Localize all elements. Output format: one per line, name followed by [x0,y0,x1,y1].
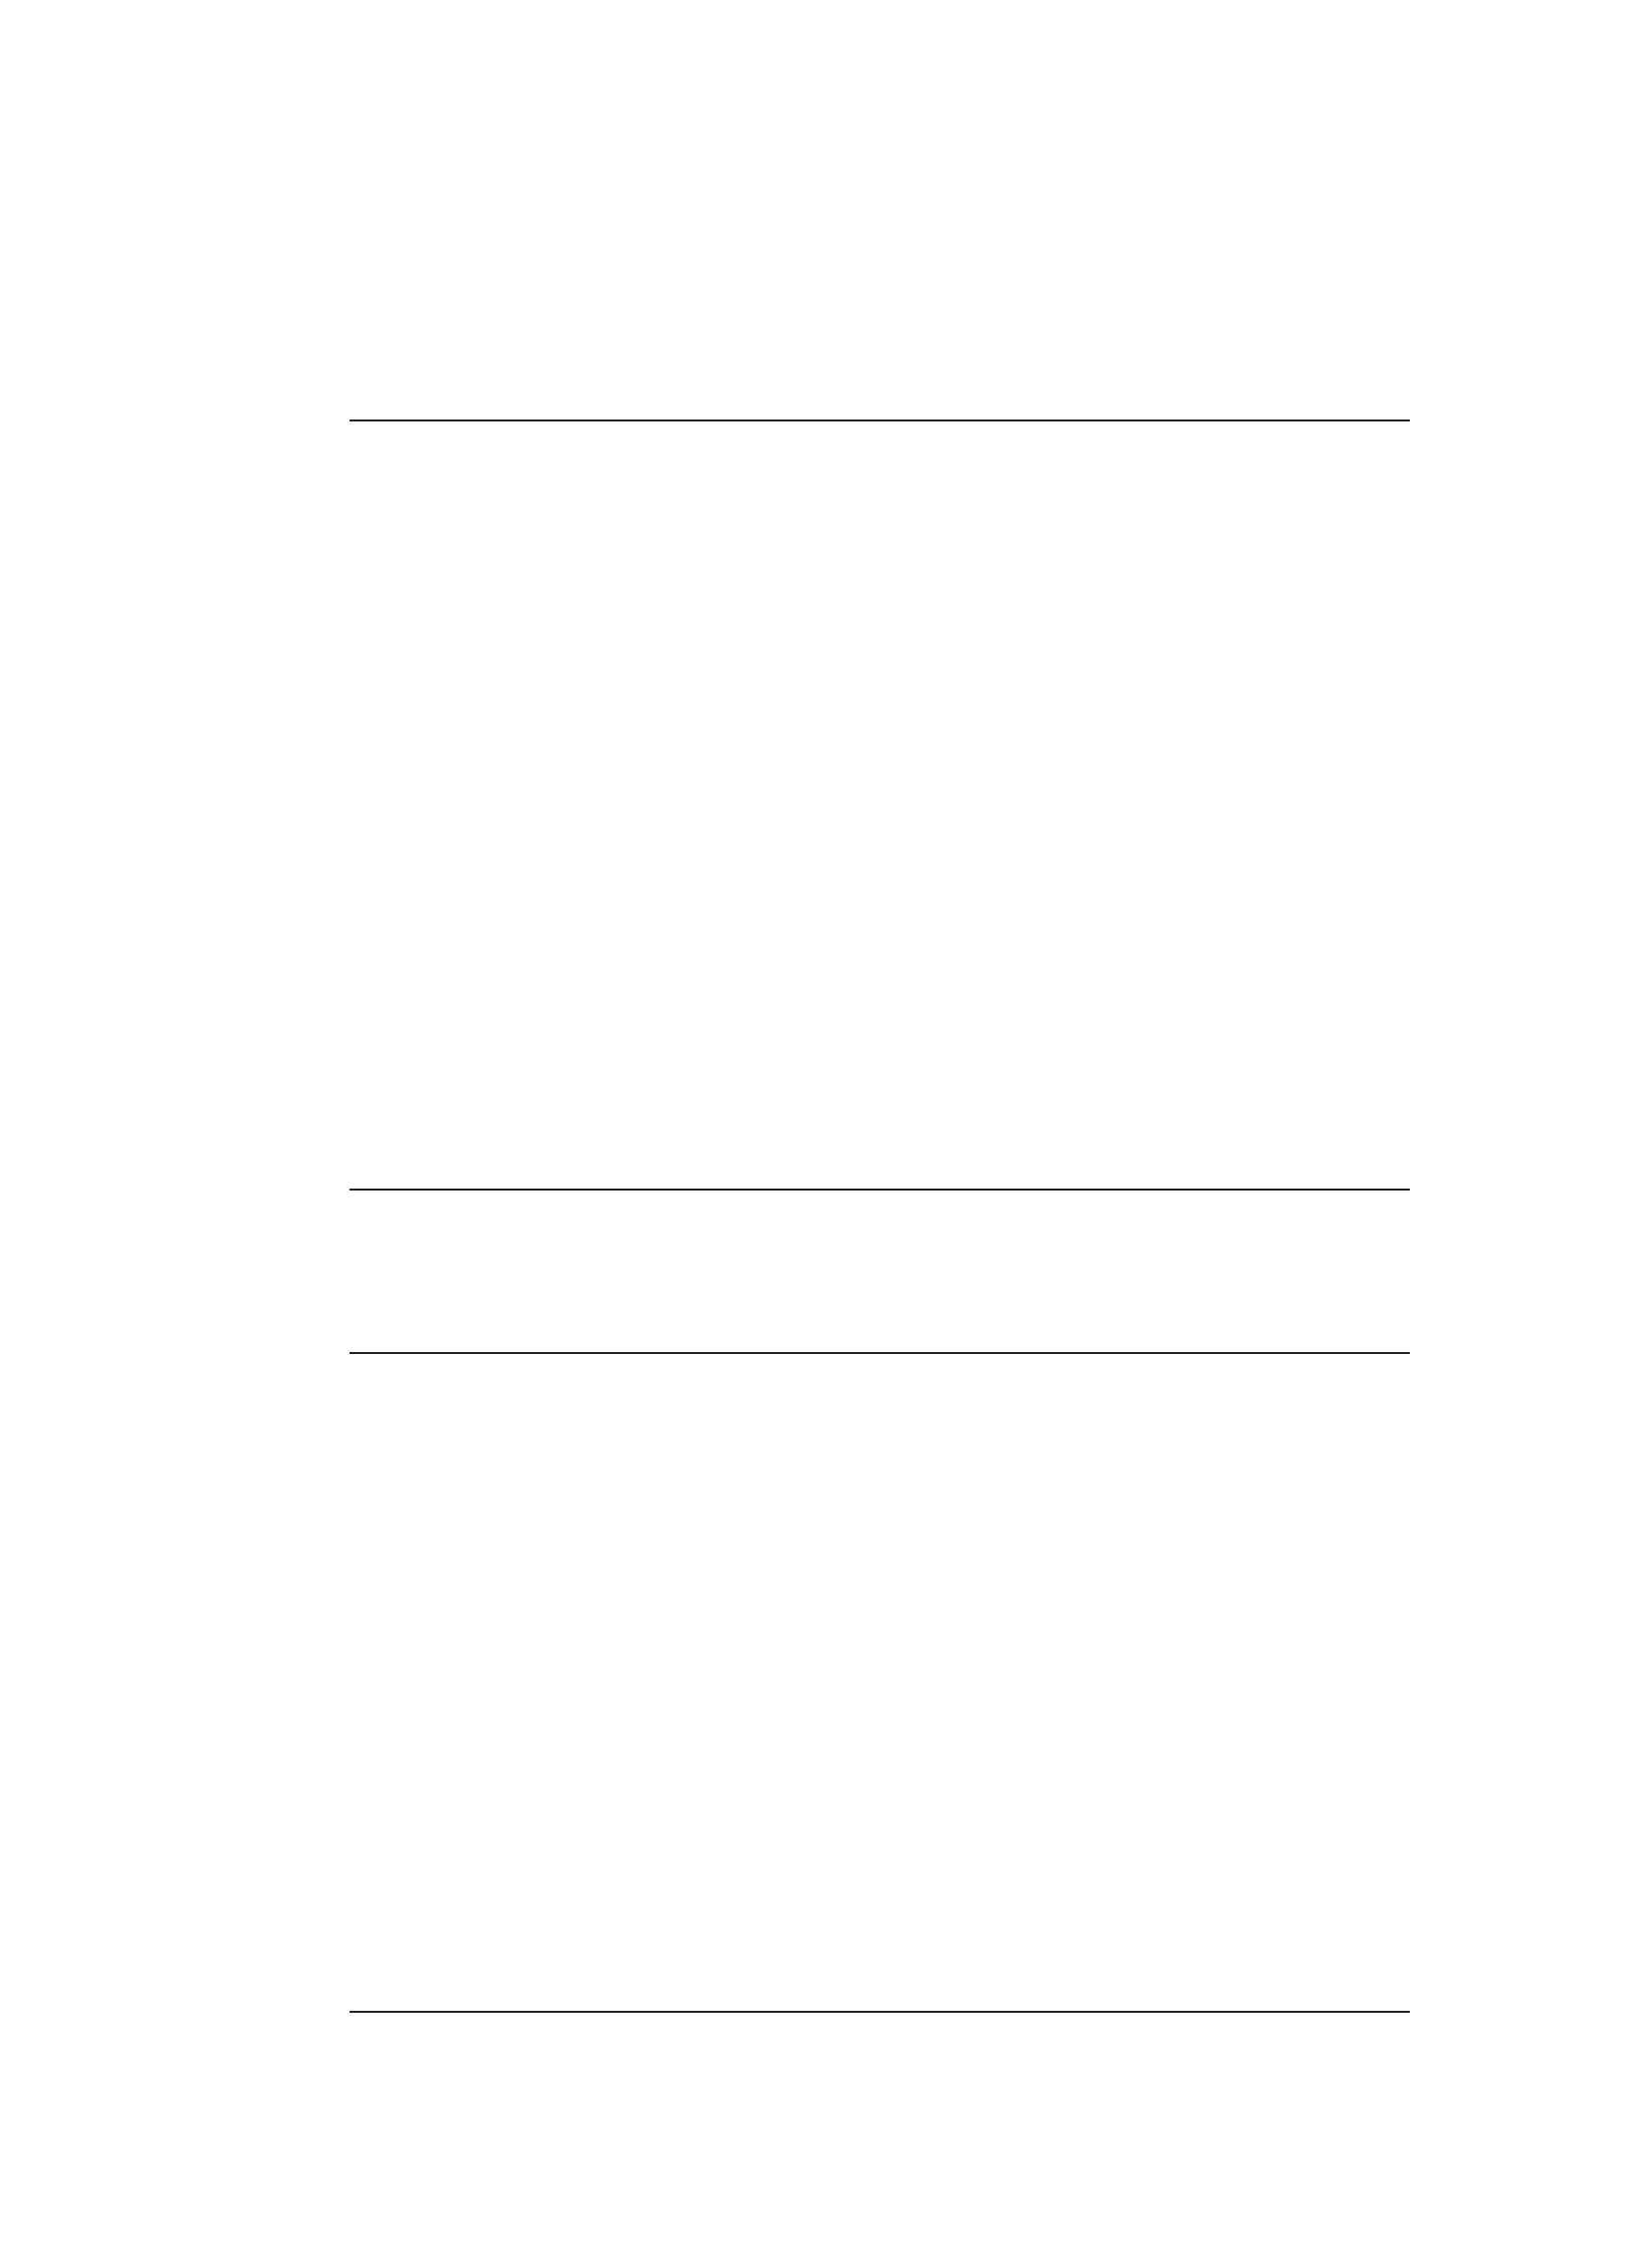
table-row [0,778,1652,833]
table-row [0,1054,1652,1109]
table-header-row [0,446,1652,501]
table-row [0,723,1652,778]
table-row [0,1109,1652,1164]
table-row [0,999,1652,1054]
table-row [0,502,1652,557]
table-rule-bottom-girls [349,2011,1410,2013]
table-row [0,557,1652,613]
table-rule-top-girls [349,1352,1410,1354]
table-row [0,613,1652,668]
table-rule-top-boys [349,419,1410,421]
table-rule-bottom-boys [349,1189,1410,1191]
table-header-row [0,1379,1652,1434]
table-row [0,833,1652,888]
table-row [0,943,1652,999]
table-row [0,888,1652,943]
table-row [0,668,1652,723]
